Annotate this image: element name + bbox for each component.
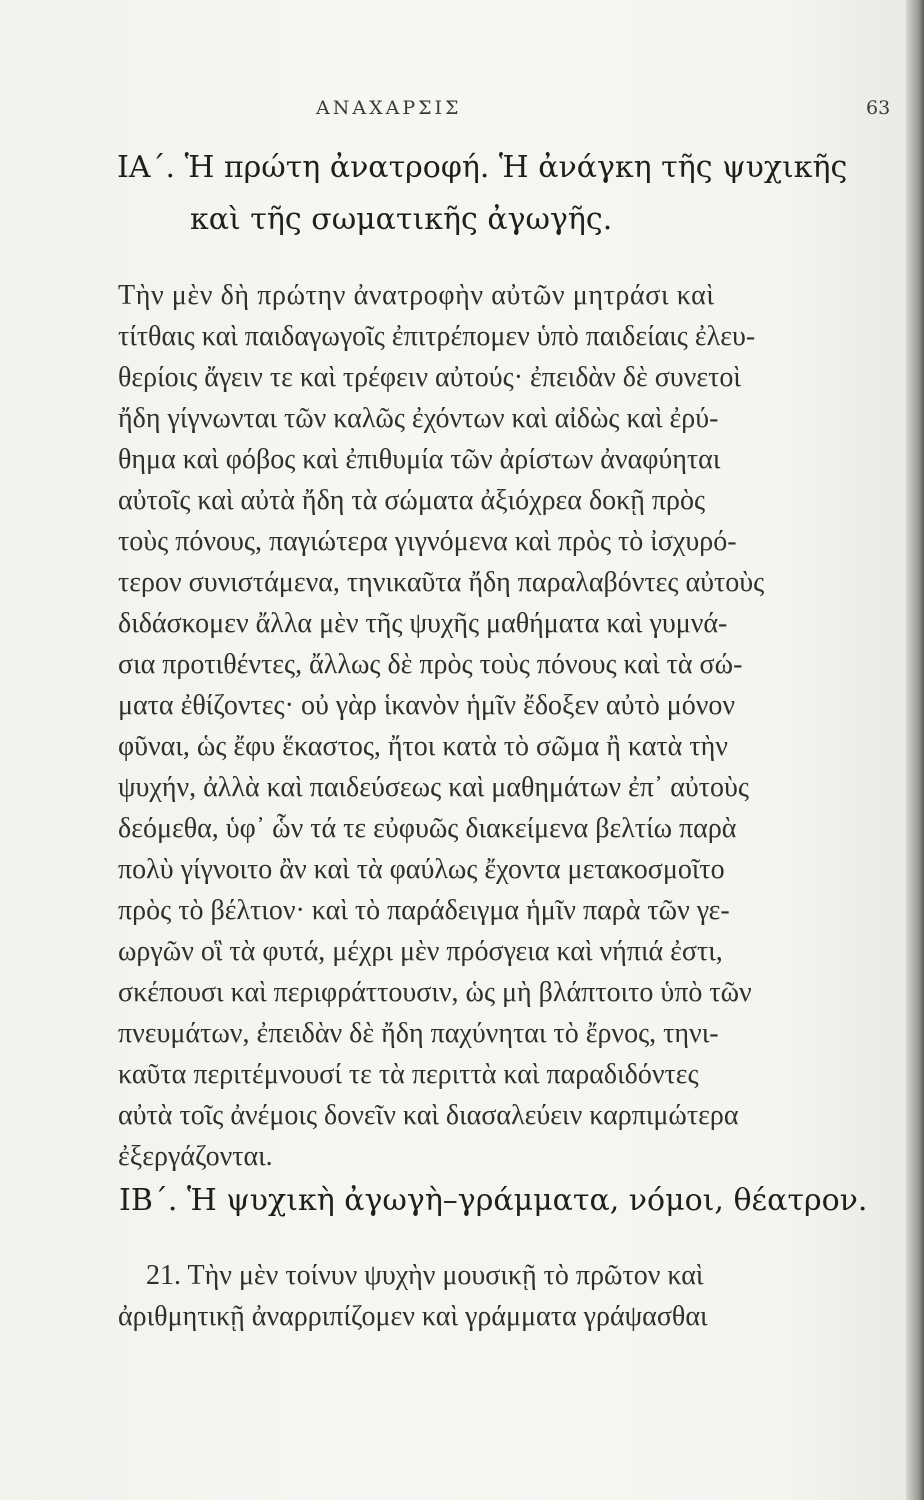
text-line: αὐτοῖς καὶ αὐτὰ ἤδη τὰ σώματα ἀξιόχρεα δοκῇ πρὸς xyxy=(118,485,706,516)
section-heading-line-1: ΙΑ΄. Ἡ πρώτη ἀνατροφή. Ἡ ἀνάγκη τῆς ψυχικῆς xyxy=(117,150,848,185)
text-line: σια προτιθέντες, ἄλλως δὲ πρὸς τοὺς πόνους καὶ τὰ σώ- xyxy=(118,649,743,680)
page-spine-shadow xyxy=(906,0,924,1500)
text-line: σκέπουσι καὶ περιφράττουσιν, ὡς μὴ βλάπτοιτο ὑπὸ τῶν xyxy=(118,977,752,1008)
text-line: θημα καὶ φόβος καὶ ἐπιθυμία τῶν ἀρίστων ἀναφύηται xyxy=(118,444,721,475)
running-head xyxy=(0,97,924,127)
text-line: ψυχήν, ἀλλὰ καὶ παιδεύσεως καὶ μαθημάτων ἐπ᾿ αὐτοὺς xyxy=(118,772,749,803)
text-line: φῦναι, ὡς ἔφυ ἕκαστος, ἤτοι κατὰ τὸ σῶμα ἢ κατὰ τὴν xyxy=(118,731,728,762)
text-line: διδάσκομεν ἄλλα μὲν τῆς ψυχῆς μαθήματα καὶ γυμνά- xyxy=(118,608,728,639)
text-line: πρὸς τὸ βέλτιον· καὶ τὸ παράδειγμα ἡμῖν παρὰ τῶν γε- xyxy=(118,895,730,926)
text-line: τοὺς πόνους, παγιώτερα γιγνόμενα καὶ πρὸς τὸ ἰσχυρό- xyxy=(118,526,737,557)
section-heading-12: ΙΒ΄. Ἡ ψυχικὴ ἀγωγὴ–γράμματα, νόμοι, θέατρον. xyxy=(119,1183,868,1218)
text-line: πολὺ γίγνοιτο ἂν καὶ τὰ φαύλως ἔχοντα μετακοσμοῖτο xyxy=(118,854,725,885)
text-line: ματα ἐθίζοντες· οὐ γὰρ ἱκανὸν ἡμῖν ἔδοξεν αὐτὸ μόνον xyxy=(118,690,736,721)
text-line: θερίοις ἄγειν τε καὶ τρέφειν αὐτούς· ἐπειδὰν δὲ συνετοὶ xyxy=(118,362,741,393)
text-line: 21. Τὴν μὲν τοίνυν ψυχὴν μουσικῇ τὸ πρῶτον καὶ xyxy=(146,1260,704,1291)
running-title: ΑΝΑΧΑΡΣΙΣ xyxy=(316,97,462,119)
text-line: ἤδη γίγνωνται τῶν καλῶς ἐχόντων καὶ αἰδὼς καὶ ἐρύ- xyxy=(118,403,719,434)
text-line: πνευμάτων, ἐπειδὰν δὲ ἤδη παχύνηται τὸ ἔρνος, τηνι- xyxy=(118,1018,719,1049)
text-line: Τὴν μὲν δὴ πρώτην ἀνατροφὴν αὐτῶν μητράσι καὶ xyxy=(118,280,715,311)
section-heading-line-2: καὶ τῆς σωματικῆς ἀγωγῆς. xyxy=(190,202,613,237)
text-line: τερον συνιστάμενα, τηνικαῦτα ἤδη παραλαβόντες αὐτοὺς xyxy=(118,567,765,598)
text-line: ἐξεργάζονται. xyxy=(118,1141,273,1172)
text-line: δεόμεθα, ὑφ᾿ ὧν τά τε εὐφυῶς διακείμενα βελτίω παρὰ xyxy=(118,813,737,844)
text-line: αὐτὰ τοῖς ἀνέμοις δονεῖν καὶ διασαλεύειν καρπιμώτερα xyxy=(118,1100,739,1131)
text-line: ἀριθμητικῇ ἀναρριπίζομεν καὶ γράμματα γράψασθαι xyxy=(118,1301,708,1332)
text-line: ωργῶν οἳ τὰ φυτά, μέχρι μὲν πρόσγεια καὶ νήπιά ἐστι, xyxy=(118,936,723,967)
text-line: καῦτα περιτέμνουσί τε τὰ περιττὰ καὶ παραδιδόντες xyxy=(118,1059,699,1090)
text-line: τίτθαις καὶ παιδαγωγοῖς ἐπιτρέπομεν ὑπὸ παιδείαις ἐλευ- xyxy=(118,321,756,352)
page-number: 63 xyxy=(866,97,891,119)
